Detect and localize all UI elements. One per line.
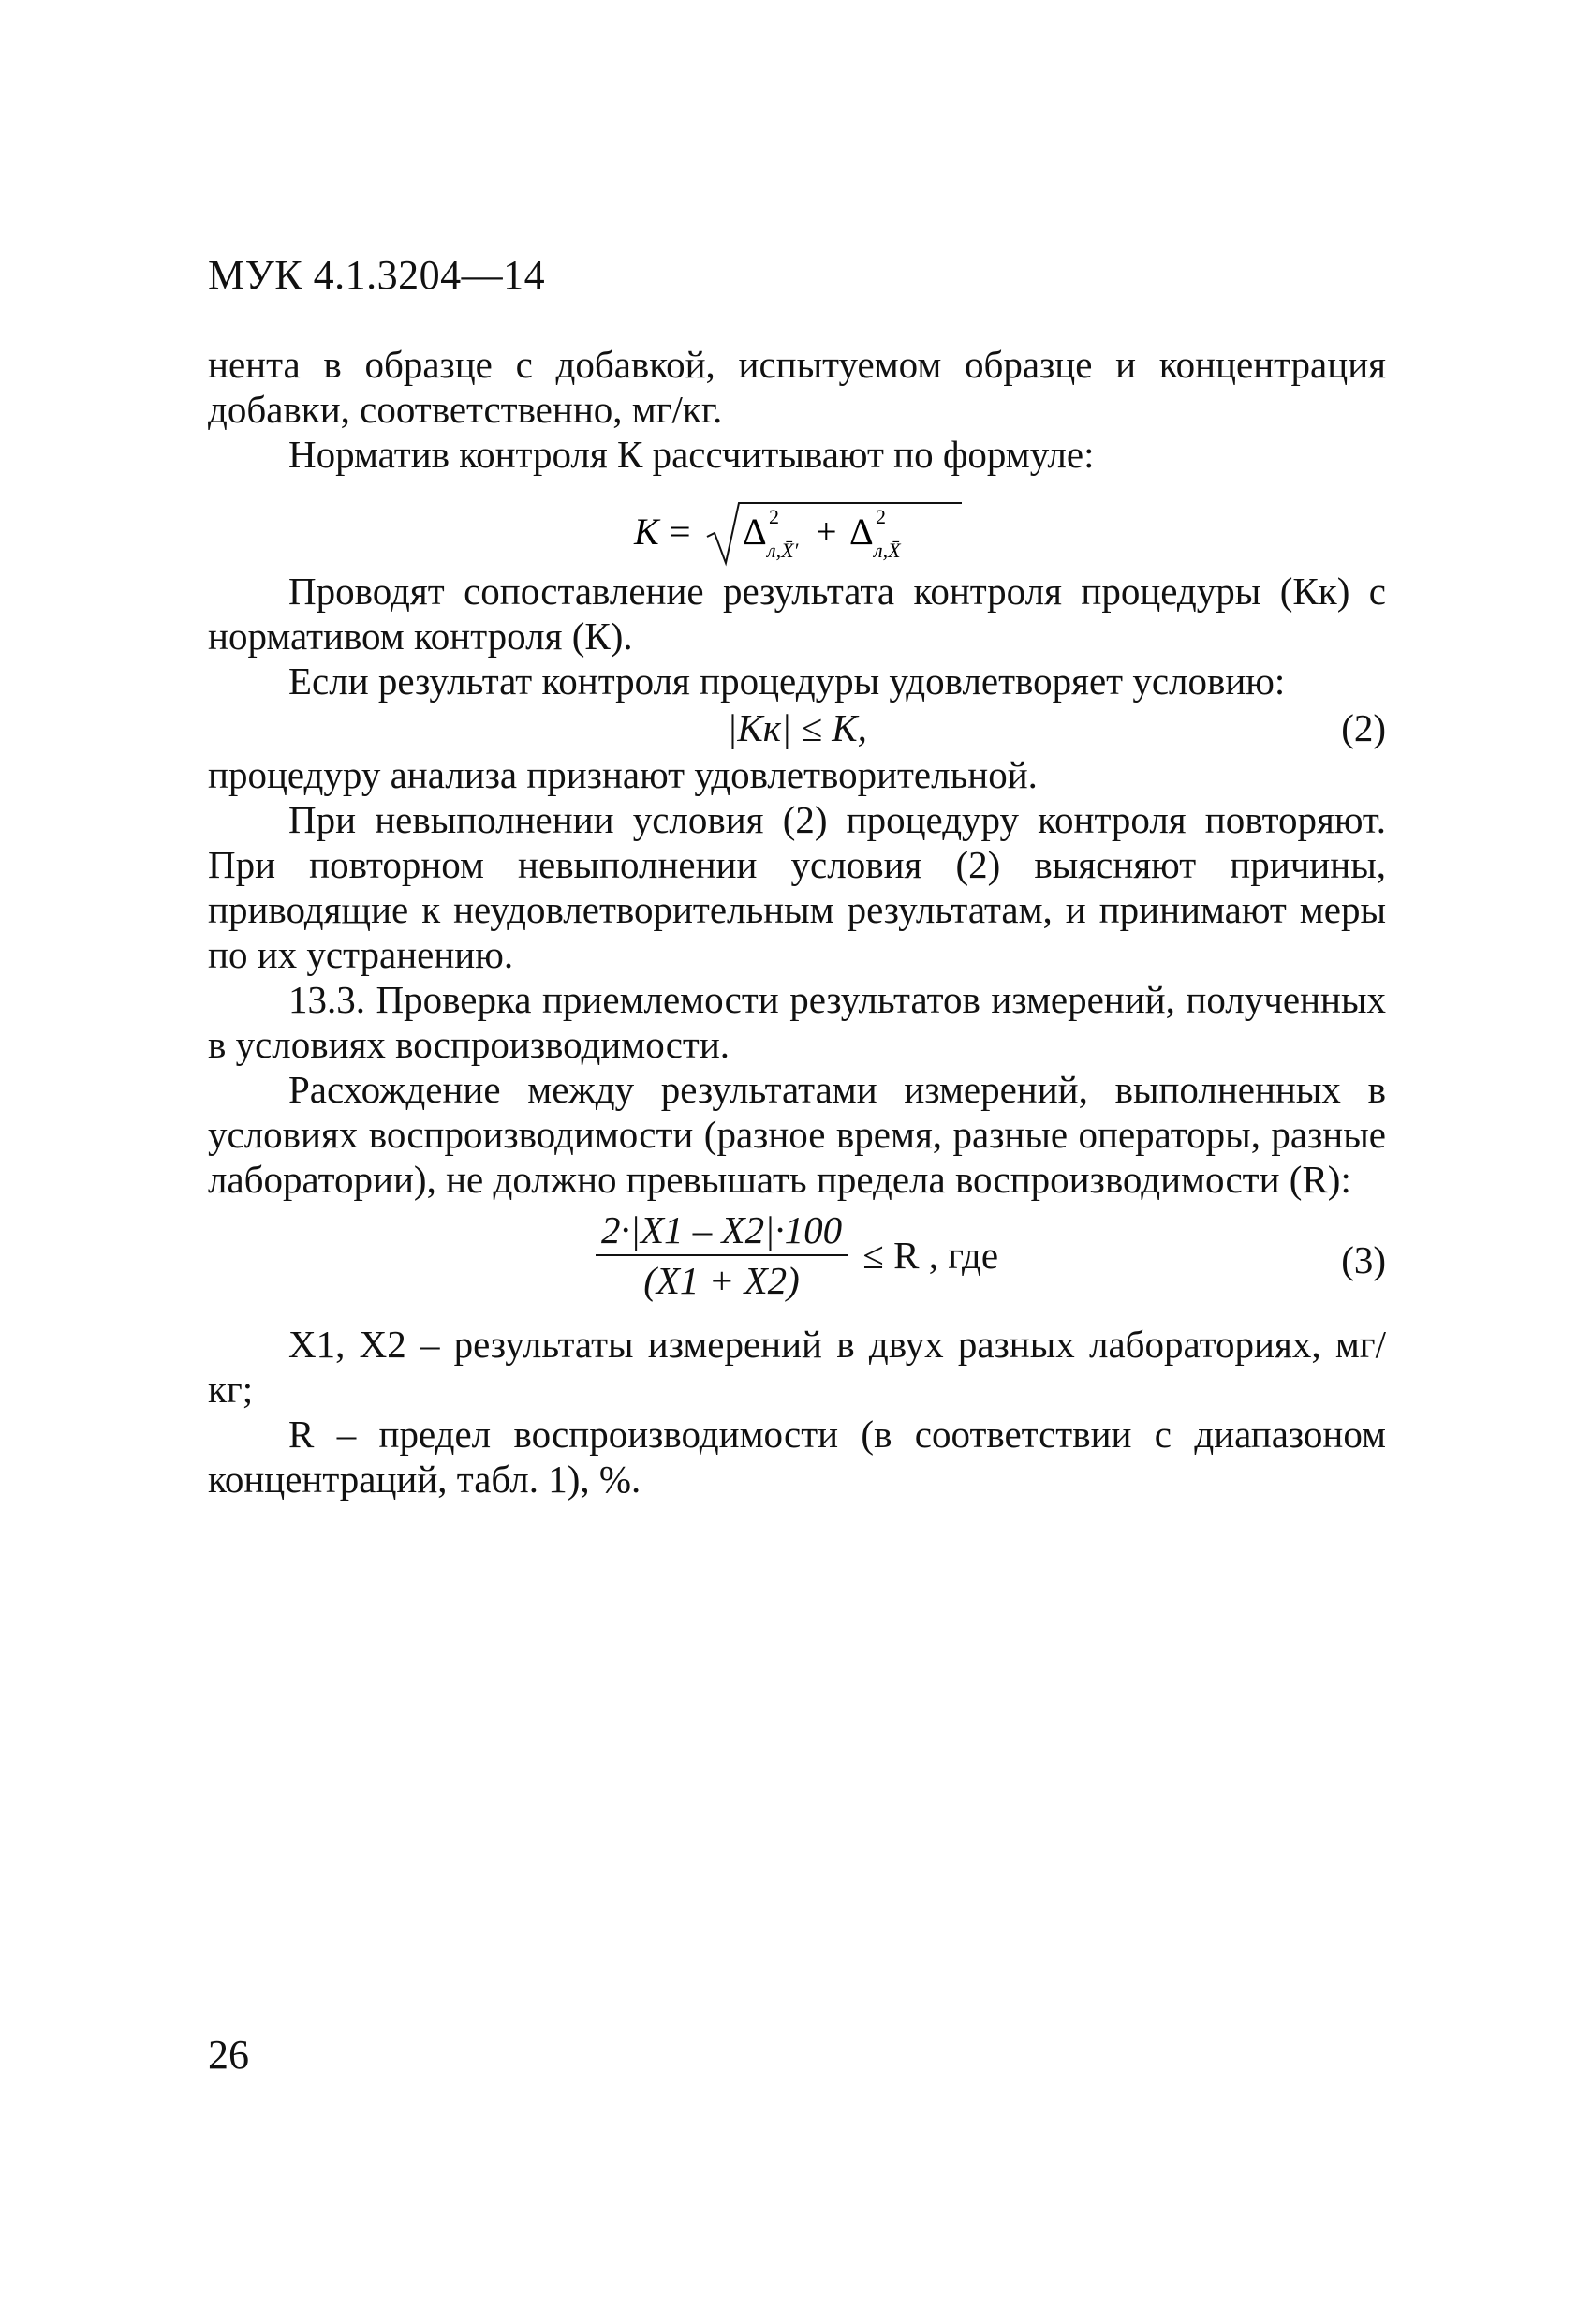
paragraph-continuation: нента в образце с добавкой, испытуемом образце и концентрация добавки, соответственно, мг/кг.	[208, 343, 1386, 431]
svg-text:2: 2	[769, 505, 779, 528]
definition-r: R – предел воспроизводимости (в соответствии с диапазоном концентраций, табл. 1), %.	[208, 1413, 1386, 1501]
svg-text:+: +	[816, 511, 837, 553]
formula-k-svg	[628, 497, 966, 572]
formula-3-fraction	[596, 1207, 848, 1303]
document-header: МУК 4.1.3204—14	[208, 252, 546, 298]
paragraph-satisfactory: процедуру анализа признают удовлетворительной.	[208, 753, 1038, 796]
paragraph-condition: Если результат контроля процедуры удовлетворяет условию:	[288, 659, 1286, 703]
formula-2-block	[208, 703, 1386, 752]
svg-text:Δ: Δ	[743, 511, 767, 553]
svg-text:=: =	[670, 511, 691, 553]
definition-x1-x2: X1, X2 – результаты измерений в двух разных лабораториях, мг/кг;	[208, 1323, 1386, 1411]
formula-k-block	[208, 477, 1386, 569]
svg-text:2: 2	[876, 505, 886, 528]
formula-3	[208, 1207, 1386, 1303]
equation-number-2: (2)	[1341, 706, 1386, 749]
paragraph-control-standard: Норматив контроля К рассчитывают по формуле:	[288, 433, 1095, 476]
formula-3-numerator: 2·|X1 – X2|·100	[596, 1207, 848, 1256]
formula-3-rhs: ≤ R , где	[862, 1234, 999, 1277]
svg-text:л,X̄′: л,X̄′	[767, 539, 799, 562]
paragraph-reproducibility: Расхождение между результатами измерений, выполненных в условиях воспроизводимости (разное время, разные операторы, разные лаборатории), не должно превышать предела воспроизводимости (R):	[208, 1068, 1386, 1201]
svg-text:K: K	[634, 511, 659, 553]
section-13-3-heading: 13.3. Проверка приемлемости результатов измерений, полученных в условиях воспроизводимости.	[208, 978, 1386, 1066]
paragraph-comparison: Проводят сопоставление результата контроля процедуры (Кк) с нормативом контроля (К).	[208, 570, 1386, 658]
formula-3-block	[208, 1202, 1386, 1322]
formula-2: |Kк| ≤ K,	[727, 706, 867, 749]
page-number: 26	[208, 2032, 249, 2078]
paragraph-repeat: При невыполнении условия (2) процедуру контроля повторяют. При повторном невыполнении условия (2) выясняют причины, приводящие к неудовлетворительным результатам, и принимают меры по их устранению.	[208, 798, 1386, 976]
svg-text:Δ: Δ	[849, 511, 874, 553]
formula-k	[208, 497, 1386, 572]
svg-text:л,X̄: л,X̄	[874, 539, 901, 562]
equation-number-3: (3)	[1341, 1238, 1386, 1281]
document-body	[208, 342, 1386, 1502]
formula-3-denominator: (X1 + X2)	[643, 1259, 800, 1302]
